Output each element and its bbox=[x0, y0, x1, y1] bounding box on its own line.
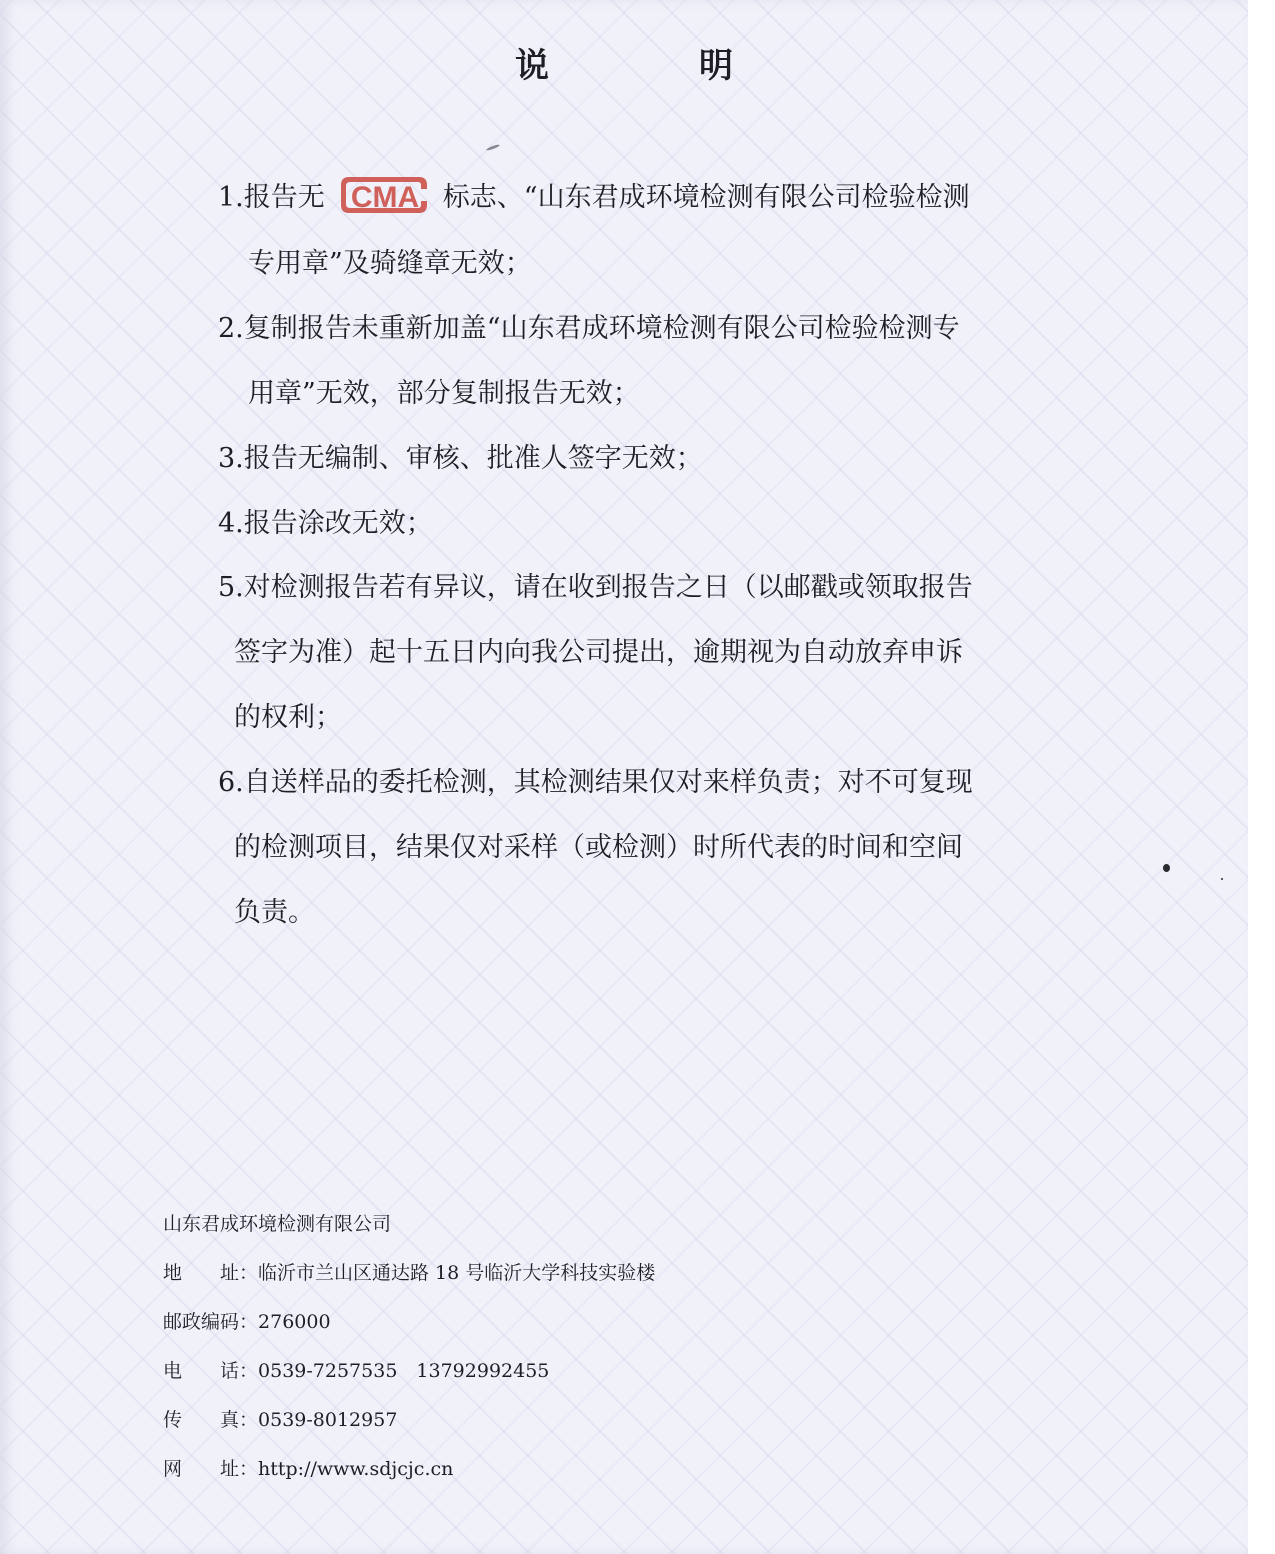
postcode-label: 邮政编码： bbox=[163, 1311, 259, 1333]
note-1-text-a: 1.报告无 bbox=[218, 182, 325, 213]
note-6-line-2: 的检测项目，结果仅对采样（或检测）时所代表的时间和空间 bbox=[234, 832, 963, 863]
company-name: 山东君成环境检测有限公司 bbox=[163, 1213, 392, 1235]
note-5-line-2: 签字为准）起十五日内向我公司提出，逾期视为自动放弃申诉 bbox=[234, 637, 963, 668]
cma-logo bbox=[339, 173, 429, 217]
address-row bbox=[163, 1249, 655, 1298]
note-2-line-2: 用章”无效，部分复制报告无效； bbox=[248, 378, 640, 409]
note-6-line-3: 负责。 bbox=[234, 897, 315, 928]
fax-row bbox=[163, 1396, 397, 1445]
note-1-line-2: 专用章”及骑缝章无效； bbox=[248, 248, 532, 279]
note-6-line-1: 6.自送样品的委托检测，其检测结果仅对来样负责；对不可复现 bbox=[218, 767, 973, 798]
phone-row bbox=[163, 1347, 549, 1396]
scan-speck bbox=[1163, 864, 1170, 872]
website-label: 网 址： bbox=[163, 1458, 259, 1480]
phone-label: 电 话： bbox=[163, 1360, 259, 1382]
note-3: 3.报告无编制、审核、批准人签字无效； bbox=[218, 443, 703, 474]
note-2-line-1: 2.复制报告未重新加盖“山东君成环境检测有限公司检验检测专 bbox=[218, 313, 960, 344]
title-char-2: 明 bbox=[699, 46, 733, 86]
note-5-line-3: 的权利； bbox=[234, 702, 342, 733]
scan-dot bbox=[1221, 878, 1223, 880]
note-4: 4.报告涂改无效； bbox=[218, 508, 433, 539]
address-label: 地 址： bbox=[163, 1262, 259, 1284]
title-char-1: 说 bbox=[515, 46, 549, 86]
scan-mark bbox=[486, 144, 500, 152]
website-row bbox=[163, 1445, 453, 1494]
website-value: http://www.sdjcjc.cn bbox=[258, 1458, 454, 1480]
note-5-line-1: 5.对检测报告若有异议，请在收到报告之日（以邮戳或领取报告 bbox=[218, 572, 973, 603]
fax-label: 传 真： bbox=[163, 1409, 259, 1431]
postcode-row bbox=[163, 1298, 331, 1347]
postcode-value: 276000 bbox=[258, 1311, 331, 1333]
phone-value: 0539-7257535 13792992455 bbox=[258, 1360, 550, 1382]
page-title bbox=[0, 38, 1248, 87]
note-1-line-1 bbox=[218, 166, 970, 230]
scan-margin bbox=[1248, 0, 1275, 1554]
note-1-text-b: 标志、“山东君成环境检测有限公司检验检测 bbox=[442, 182, 970, 213]
address-value: 临沂市兰山区通达路 18 号临沂大学科技实验楼 bbox=[258, 1262, 656, 1284]
fax-value: 0539-8012957 bbox=[258, 1409, 398, 1431]
cma-logo-text: CMA bbox=[350, 180, 419, 214]
